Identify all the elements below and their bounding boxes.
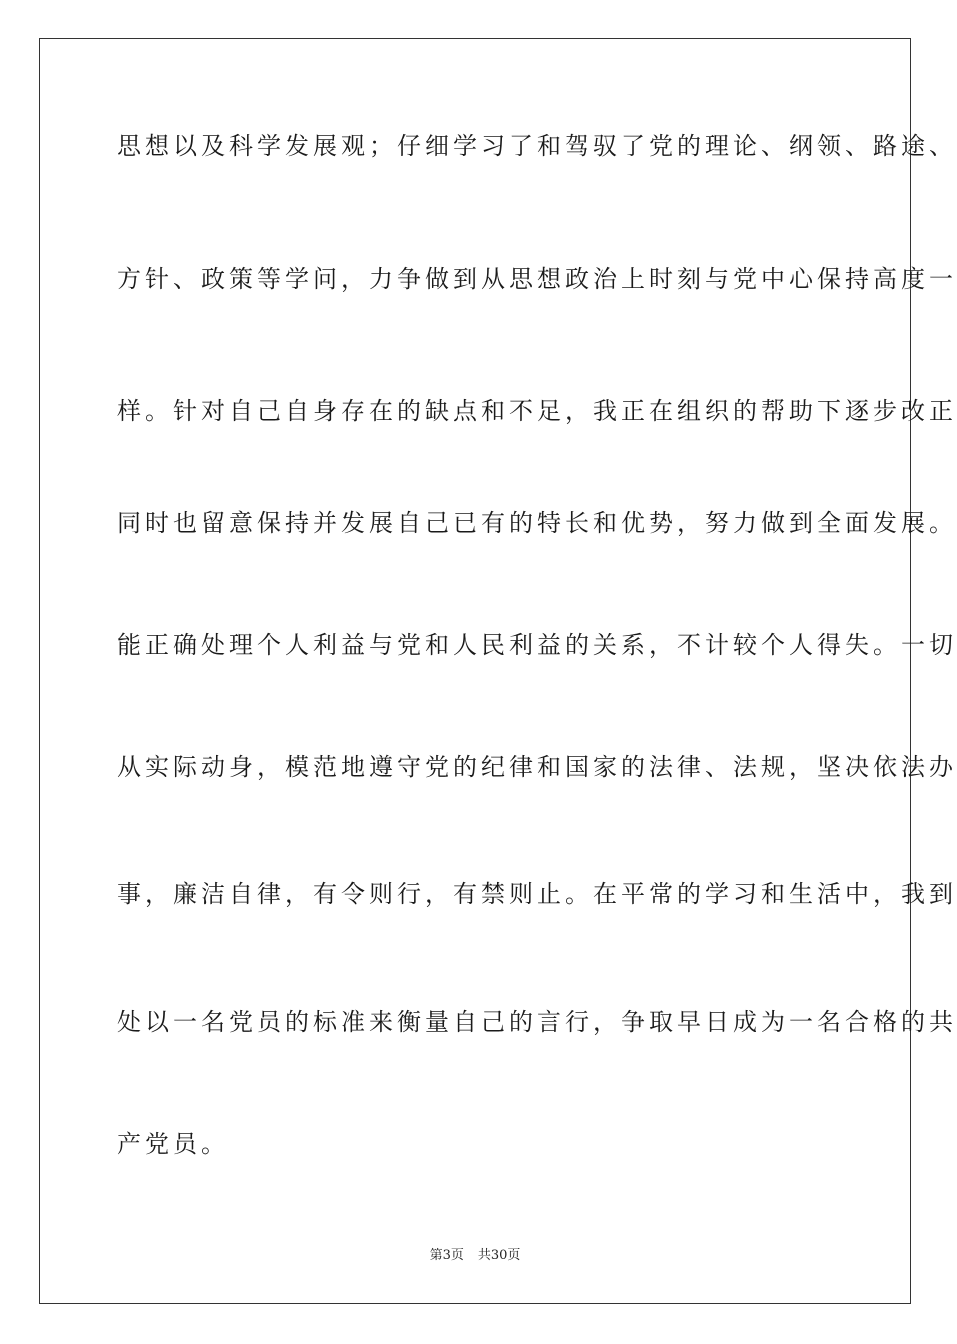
- body-text-line: 能正确处理个人利益与党和人民利益的关系，不计较个人得失。一切: [117, 631, 957, 659]
- page-border: [39, 38, 957, 1304]
- page-footer: [0, 1248, 950, 1264]
- body-text-line: 产党员。: [117, 1130, 229, 1158]
- body-text-line: 样。针对自己自身存在的缺点和不足，我正在组织的帮助下逐步改正: [117, 397, 957, 425]
- body-text-line: 思想以及科学发展观；仔细学习了和驾驭了党的理论、纲领、路途、: [117, 132, 957, 160]
- page-number-current: 第3页: [429, 1248, 464, 1263]
- page-number-total: 共30页: [477, 1248, 521, 1263]
- body-text-line: 同时也留意保持并发展自己已有的特长和优势，努力做到全面发展。: [117, 509, 957, 537]
- body-text-line: 处以一名党员的标准来衡量自己的言行，争取早日成为一名合格的共: [117, 1008, 957, 1036]
- body-text-line: 事，廉洁自律，有令则行，有禁则止。在平常的学习和生活中，我到: [117, 880, 957, 908]
- body-text-line: 方针、政策等学问，力争做到从思想政治上时刻与党中心保持高度一: [117, 265, 957, 293]
- body-text-line: 从实际动身，模范地遵守党的纪律和国家的法律、法规，坚决依法办: [117, 753, 957, 781]
